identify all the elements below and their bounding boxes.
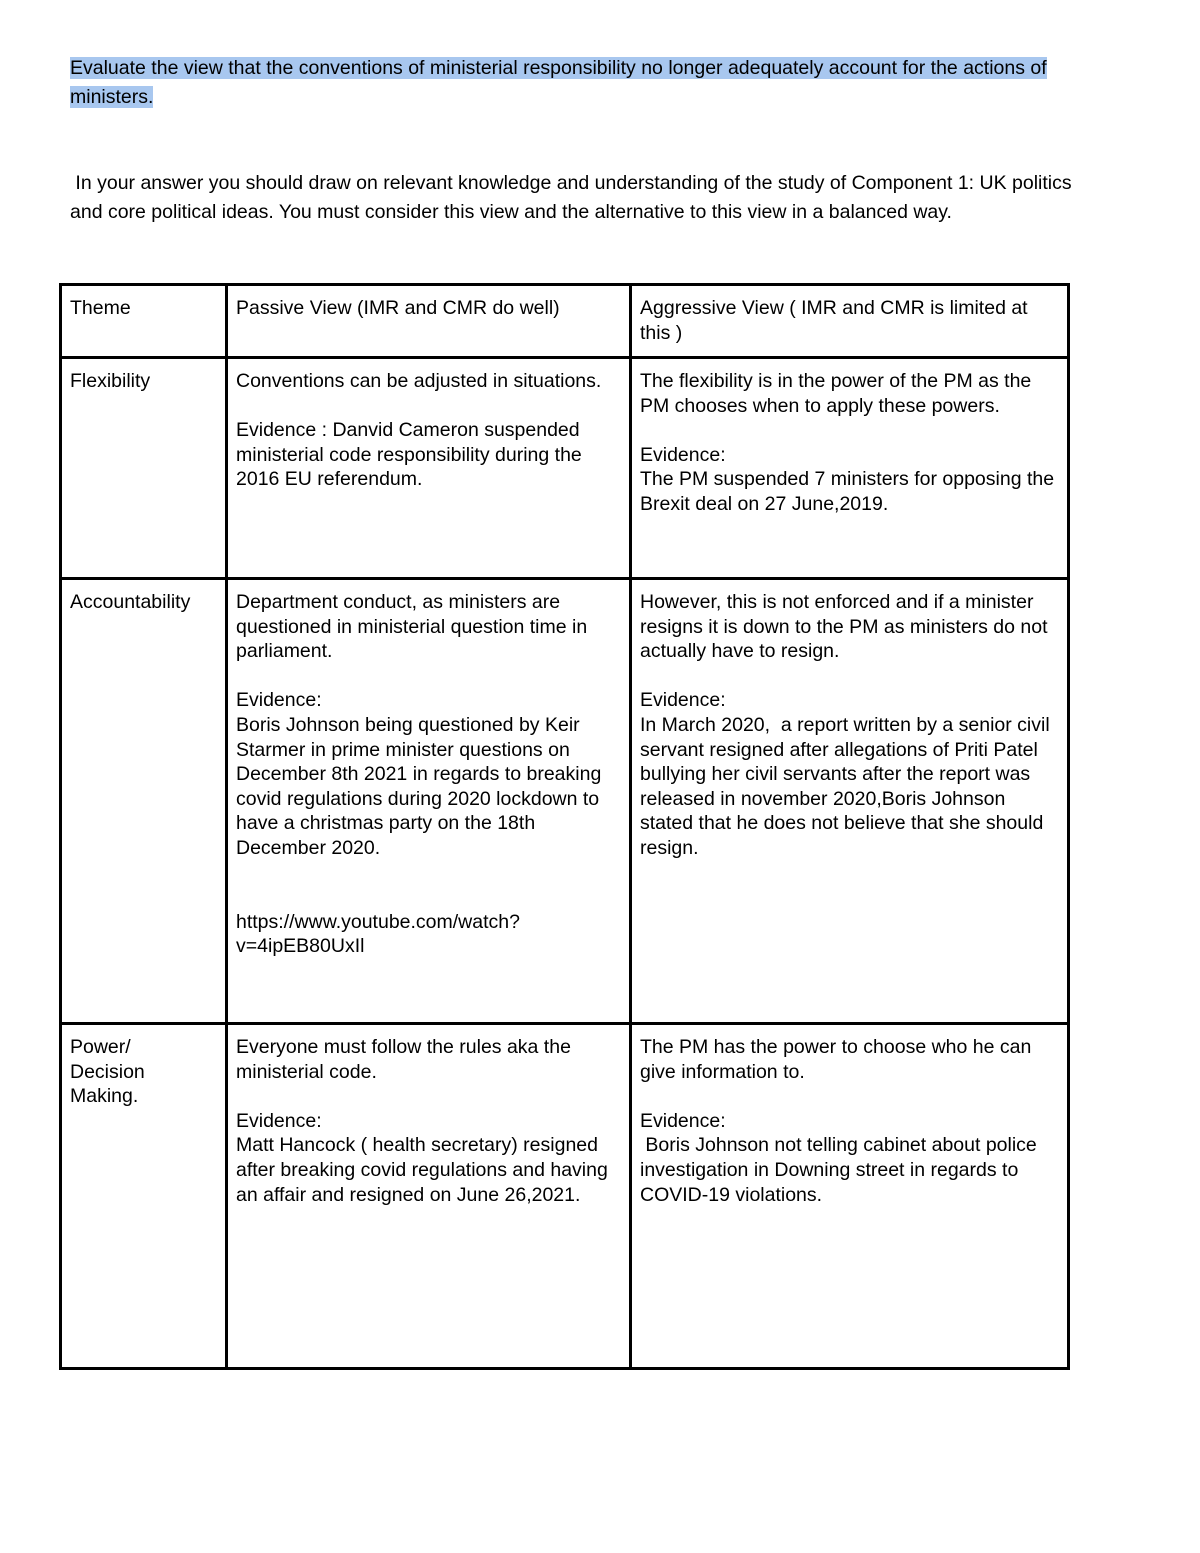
aggressive-cell [631, 358, 1069, 579]
passive-flexibility: Conventions can be adjusted in situations. Evidence : Danvid Cameron suspended ministerial code responsibility during the 2016 EU referendum. [236, 370, 602, 491]
table-row [61, 579, 1069, 1024]
passive-cell [227, 579, 631, 1024]
table-row [61, 1024, 1069, 1369]
theme-cell [61, 1024, 227, 1369]
aggressive-cell [631, 1024, 1069, 1369]
passive-accountability: Department conduct, as ministers are questioned in ministerial question time in parliament. Evidence: Boris Johnson being questioned by Keir Starmer in prime minister questions on December 8th 2021 in regards to breaking covid regulations during 2020 lockdown to have a christmas party on the 18th December 2020. https://www.youtube.com/watch?v=4ipEB80UxIl [236, 591, 602, 958]
table-row [61, 358, 1069, 579]
theme-cell [61, 579, 227, 1024]
theme-flexibility: Flexibility [70, 370, 151, 392]
evaluation-table [59, 283, 1070, 1370]
table-header-row [61, 285, 1069, 358]
aggressive-cell [631, 579, 1069, 1024]
passive-power-decision-making: Everyone must follow the rules aka the ministerial code. Evidence: Matt Hancock ( health secretary) resigned after breaking covid regulations and having an affair and resigned on June 26,2021. [236, 1036, 608, 1206]
header-passive-view-text: Passive View (IMR and CMR do well) [236, 297, 560, 319]
aggressive-flexibility: The flexibility is in the power of the PM as the PM chooses when to apply these powers. Evidence: The PM suspended 7 ministers for opposing the Brexit deal on 27 June,2019. [640, 370, 1055, 515]
header-aggressive-view [631, 285, 1069, 358]
passive-cell [227, 1024, 631, 1369]
question-prompt [70, 54, 1070, 111]
highlighted-prompt-text: Evaluate the view that the conventions of ministerial responsibility no longer adequately account for the actions of ministers. [70, 57, 1047, 108]
theme-accountability: Accountability [70, 591, 191, 613]
header-passive-view [227, 285, 631, 358]
aggressive-accountability: However, this is not enforced and if a minister resigns it is down to the PM as ministers do not actually have to resign. Evidence: In March 2020, a report written by a senior civil servant resigned after allegations of Priti Patel bullying her civil servants after the report was released in november 2020,Boris Johnson stated that he does not believe that she should resign. [640, 591, 1050, 859]
header-theme-text: Theme [70, 297, 131, 319]
aggressive-power-decision-making: The PM has the power to choose who he can give information to. Evidence: Boris Johnson not telling cabinet about police investigation in Downing street in regards to COVID-19 violations. [640, 1036, 1037, 1206]
passive-cell [227, 358, 631, 579]
header-theme [61, 285, 227, 358]
theme-cell [61, 358, 227, 579]
theme-power-decision-making: Power/ Decision Making. [70, 1036, 145, 1108]
header-aggressive-view-text: Aggressive View ( IMR and CMR is limited at this ) [640, 297, 1034, 344]
question-instructions: In your answer you should draw on relevant knowledge and understanding of the study of Component 1: UK politics and core political ideas. You must consider this view and the alternative to this view in a balanced way. [70, 172, 1078, 223]
